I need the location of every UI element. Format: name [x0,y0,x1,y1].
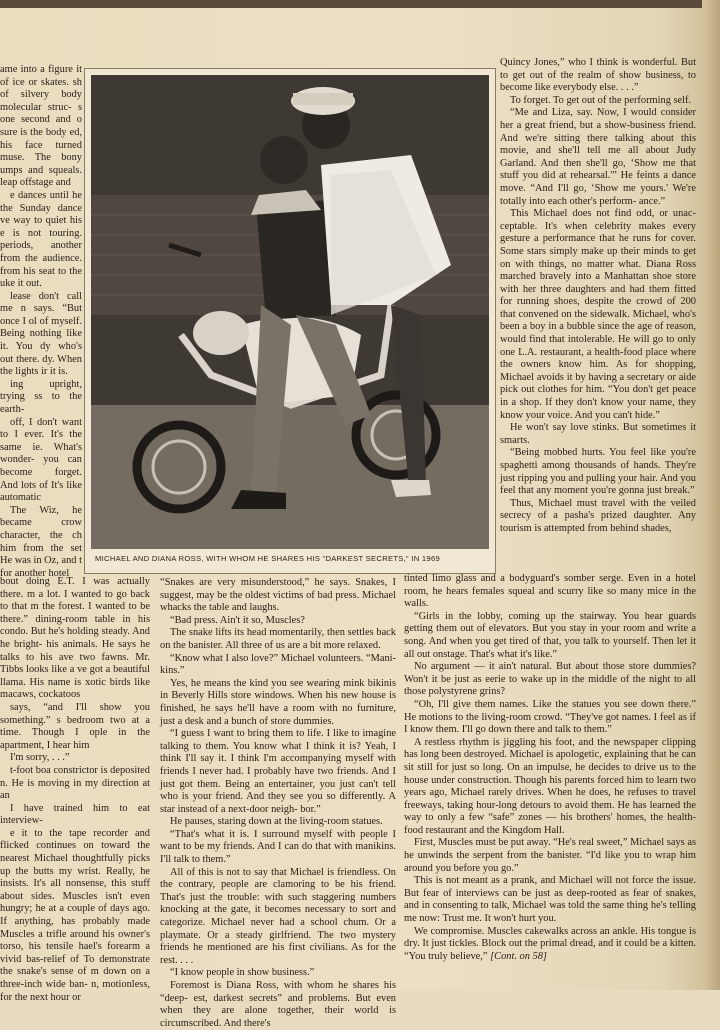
paragraph: He won't say love stinks. But sometimes it smarts. [500,422,696,446]
paragraph: says, “and I'll show you something.” s bedroom two at a time. Though I ople in the apartment, I hear him [0,701,150,751]
paragraph: “I guess I want to bring them to life. I like to imagine talking to them. You know what I think it is? Yeah, I think I'll say it. I think I'm accompanying myself with friends I never had. I probably have two friends. And I just got them. Being an entertainer, you just can't tell who is your friend. And they see you so differently. A star instead of a next-door neigh- bor.” [160,728,396,815]
paragraph: He pauses, staring down at the living-room statues. [170,816,383,828]
page-top-edge [0,0,720,8]
paragraph: No argument — it ain't natural. But about those store dummies? Won't it be just as eerie to wake up in the middle of the night to all those polystyrene grins? [404,661,696,698]
photo-illustration [91,75,489,549]
photograph-michael-and-diana [91,75,489,549]
paragraph: ame into a figure it of ice or skates. sh of silvery body molecular struc- s one second and o sure is the body ed, his face turned muse. The bony umps and squeals. leap offstage and [0,64,82,189]
article-column-right-top [500,57,696,569]
paragraph: t-foot boa constrictor is deposited n. He is moving in my direction at an [0,764,150,802]
paragraph: ing upright, trying ss to the earth- [0,378,82,416]
paragraph: I have trained him to eat interview- [0,802,150,827]
paragraph: A restless rhythm is jiggling his foot, and the newspaper clipping has long been destroyed. Michael is apologetic, explaining that he can sit still for just so long. On an impulse, he decides to drive us to the house under construction. Though his parents forced him to learn two years ago, Michael rarely drives. When he does, he refuses to travel freeways, taking hour-long detours to avoid them. He has learned the way to only a few “safe” zones — his brothers' homes, the health-food restaurant and the Kingdom Hall. [404,736,696,836]
paragraph: The Wiz, he became crow character, the ch him from the set He was in Oz, and t for another hotel [0,504,82,579]
article-column-right-bottom [404,573,696,990]
paragraph: Quincy Jones,” who I think is wonderful. But to get out of the realm of show business, to become like everybody else. . . .” [500,57,696,94]
paragraph: “That's what it is. I surround myself with people I want to be my friends. And I can do that with manikins. I'll talk to them.” [160,828,396,866]
page-right-edge [702,0,720,990]
article-column-left-top [0,64,82,580]
article-column-left-bottom [0,576,150,1003]
paragraph: “Oh, I'll give them names. Like the statues you see down there.” He motions to the living-room crowd. “They've got names. I feel as if I know them. I'll go down there and talk to them.” [404,698,696,736]
paragraph: lease don't call me n says. “But once I ol of myself. Being nothing like it. You dy who's out there. dy. When the lights ir it is. [0,290,82,378]
paragraph: I'm sorry, . . .” [10,752,70,764]
paragraph: “I know people in show business.” [170,967,315,979]
paragraph: “Snakes are very misunderstood,” he says. Snakes, I suggest, may be the oldest victims of bad press. Michael whacks the table and laughs. [160,577,396,614]
paragraph: All of this is not to say that Michael is friendless. On the contrary, people are clamoring to be his friend. That's just the trouble: with such staggering numbers knocking at the gate, it becomes necessary to sort and categorize. Michael never had a school chum. Or a playmate. Or a steady girlfriend. The two mystery friends he mentioned are his first civilians. As for the rest. . . . [160,866,396,966]
paragraph-last [404,926,696,964]
photo-frame [84,68,496,574]
paragraph: This Michael does not find odd, or unac- ceptable. It's when celebrity makes every gesture a performance that he runs for cover. Some stars simply make up their minds to get on with things, no matter what. Diana Ross marched bravely into a Manhattan shoe store with her three daughters and had them fitted for running shoes, despite the crowd of 200 that convened on the sidewalk. Michael, who's been a boy in a bubble since the age of reason, would find that intolerable. He will go to only one L.A. restaurant, a health-food place where the owners know him. As for shopping, Michael avoids it by having a secretary or aide pick out clothes for him. “You don't get peace in a shop. If they don't know your name, they know your voice. And you can't hide.” [500,208,696,421]
paragraph: Foremost is Diana Ross, with whom he shares his “deep- est, darkest secrets” and problems. But even when they are alone together, their world is circumscribed. And there's [160,980,396,1029]
paragraph: “Bad press. Ain't it so, Muscles? [170,614,305,626]
photo-caption: MICHAEL AND DIANA ROSS, WITH WHOM HE SHARES HIS “DARKEST SECRETS,” IN 1969 [95,554,440,563]
paragraph: off, I don't want to I ever. It's the same ie. What's wonder- you can become forget. And lots of It's like automatic [0,416,82,504]
paragraph: Thus, Michael must travel with the veiled secrecy of a pasha's prized daughter. Any tourism is attempted from behind shades, [500,497,696,534]
paragraph: “Girls in the lobby, coming up the stairway. You hear guards getting them out of elevators. But you stay in your room and write a song. And when you get tired of that, you talk to yourself. Then let it all out onstage. That's what it's like.” [404,610,696,660]
paragraph: tinted limo glass and a bodyguard's somber serge. Even in a hotel room, he hears females squeal and scurry like so many mice in the walls. [404,573,696,610]
paragraph: To forget. To get out of the performing self. [510,94,692,106]
paragraph: e it to the tape recorder and flicked continues on toward the nearest Michael thoughtfully picks up the butts my wrist. Really, he insists. It's all nonsense, this stuff about sides. Muscles isn't even hungry; he at a couple of days ago. If anything, has probably made Muscles a trifle around his owner's torso, his tensile hael's forearm a vivid bas-relief of To demonstrate the snake's sense of m down on a three-inch wide ban- n, motionless, for the next hour or [0,827,150,1003]
paragraph: e dances until he the Sunday dance ve way to quiet his e is not touring. periods, another from the audience. from his seat to the uke it out. [0,189,82,290]
paragraph: “Me and Liza, say. Now, I would consider her a great friend, but a show-business friend. And we're sitting there talking about this movie, and she'll tell me all about Judy Garland. And then she'll go, ‘Show me that stuff you did at rehearsal.'” He feints a dance move. “And I'll go, ‘Show me yours.' We're totally into each other's perform- ance.” [500,107,696,207]
paragraph: The snake lifts its head momentarily, then settles back on the banister. All three of us are a bit more relaxed. [160,627,396,651]
paragraph: “Know what I also love?” Michael volunteers. “Mani- kins.” [160,652,396,677]
paragraph: This is not meant as a prank, and Michael will not force the issue. But fear of interviews can be just as deep-rooted as fear of snakes, and in consenting to talk, Michael was told the same thing he's telling me now: Trust me. It won't hurt you. [404,875,696,925]
paragraph-text: We compromise. Muscles cakewalks across an ankle. His tongue is dry. It just tickles. Block out the primal dread, and it could be a kitten. “You truly believe,” [404,925,696,962]
article-column-middle [160,577,396,1029]
paragraph: First, Muscles must be put away. “He's real sweet,” Michael says as he unwinds the serpent from the banister. “I'd like you to wrap him around you before you go.” [404,837,696,874]
paragraph: Yes, he means the kind you see wearing mink bikinis in Beverly Hills store windows. When his new house is finished, he says he'll have a room with no furniture, just a desk and a bunch of store dummies. [160,677,396,727]
continued-marker: [Cont. on 58] [490,950,547,962]
paragraph: “Being mobbed hurts. You feel like you're spaghetti among thousands of hands. They're just ripping you and pulling your hair. And you feel that any moment you're gonna just break.” [500,447,696,497]
paragraph: bout doing E.T. I was actually there. m a lot. I wanted to go back to that m the forest. I wanted to be there.” dining-room table in his condo. But he's holding steady. And he bright- his animals. He says he talks to his ave two fawns. Mr. Tibbs looks like a ve got a beautiful llama. His name is xotic birds like macaws, cockatoos [0,576,150,701]
